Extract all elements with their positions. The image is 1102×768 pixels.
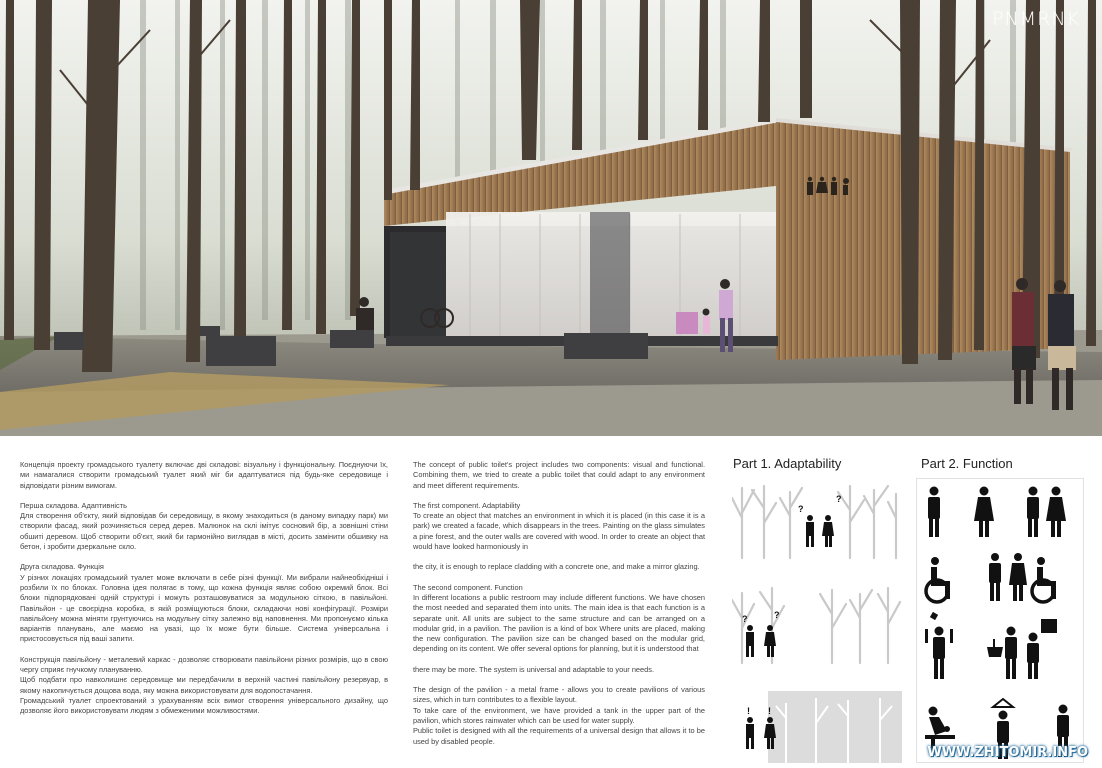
adaptability-diagrams (732, 478, 902, 763)
watermark: WWW.ZHITOMIR.INFO (927, 745, 1088, 760)
adaptability-diagram-svg (732, 478, 902, 763)
exclamation-mark: ! (747, 706, 750, 716)
en-construction: The design of the pavilion - a metal frame - allows you to create pavilions of various sizes, which in turn contributes to a flexible layout. (413, 685, 705, 705)
ua-universal: Громадський туалет спроектований з урахуванням всіх вимог створення універсального дизайну, що дозволяє його використовувати людям з обмеженими можливостями. (20, 695, 388, 716)
function-icons (916, 478, 1084, 763)
ua-part1-title: Перша складова. Адаптивність (20, 500, 127, 510)
part2-title: Part 2. Function (921, 456, 1013, 471)
english-description (413, 460, 705, 747)
ua-part1-text: Для створення об'єкту, який відповідав би середовищу, в якому знаходиться (в даному випадку парк) ми створили фасад, який розчиняється серед дерев. Малюнок на склі імітує сосновий бір, а зовнішні стіни обшиті деревом. Щоб створити об'єкт, який би гармонійно виглядав в місті, досить замінити обшивку на бетон, і зробити дзеркальне скло. (20, 511, 388, 552)
ukrainian-description (20, 460, 388, 717)
ua-part2-title: Друга складова. Функція (20, 562, 104, 572)
ua-intro: Концепція проекту громадського туалету включає дві складові: візуальну і функціональну. Поєднуючи їх, ми намагалися створити громадський туалет який міг би адаптуватися під будь-яке середовище і відповідати різним вимогам. (20, 460, 388, 490)
part1-title: Part 1. Adaptability (733, 456, 842, 471)
ua-tank: Щоб подбати про навколишнє середовище ми передбачили в верхній частині павільйону резервуар, в якому накопичується дощова вода, яку можна використовувати для водопостачання. (20, 675, 388, 695)
question-mark: ? (774, 610, 780, 620)
ua-construction: Конструкція павільйону - металевий каркас - дозволяє створювати павільйони різних розмірів, що в свою чергу сприяє гнучкому плануванню. (20, 654, 388, 675)
en-tank: To take care of the environment, we have provided a tank in the upper part of the pavilion, which stores rainwater which can be used for water supply. (413, 705, 705, 725)
question-mark: ? (742, 614, 748, 624)
question-mark: ? (836, 494, 842, 504)
exclamation-mark: ! (768, 706, 771, 716)
question-mark: ? (798, 504, 804, 514)
wheelchair-icon (926, 557, 950, 602)
shower-icon (925, 612, 953, 679)
en-intro: The concept of public toilet's project includes two components: visual and functional. Combining them, we tried to create a public toilet that could adapt to any environment and meet different requirements. (413, 460, 705, 490)
ua-part2-text: У різних локаціях громадський туалет може включати в себе різні функції. Ми вибрали найнеобхідніші і розбили їх по блоках. Головна ідея полягає в тому, що кожна функція являє собою окремий блок. Всі блоки підпорядковані одній структурі і можуть розташовуватися за модульною сіткою, в павільйоні. Павільйон - це своєрідна коробка, в якій розміщуються блоки, складаючи нові конфігурації. Розміри павільйону можна міняти грунтуючись на модульну сітку залежно від наповнення. Ми пропонуємо кілька варіантів планувань, але маємо на увазі, що їх може бути більше. Система універсальна і пристосовується під ваші запити. (20, 572, 388, 644)
en-universal: Public toilet is designed with all the requirements of a universal design that allows it to be used by disabled people. (413, 726, 705, 746)
function-icons-svg (917, 479, 1085, 764)
brand-logo: PNMRNK (992, 8, 1080, 30)
en-part1-title: The first component. Adaptability (413, 500, 521, 510)
family-wheelchair-icon (989, 553, 1056, 602)
en-part1-text-b: the city, it is enough to replace cladding with a concrete one, and make a mirror glazing. (413, 562, 700, 572)
washbasin-icon (987, 627, 1017, 680)
en-part2-text-a: In different locations a public restroom may include different functions. We have chosen the most needed and separated them into units. The main idea is that each function is a separate unit. All units are subject to the same structure and can be arranged on a modular grid, in a pavilion. The pavilion is a kind of box Where units are placed, making the new configuration. The pavilion size can be changed based on the modular grid, depending on its content. We offer several options for planning, but it is understood that (413, 592, 705, 654)
en-part2-text-b: there may be more. The system is universal and adaptable to your needs. (413, 664, 655, 674)
en-part2-title: The second component. Function (413, 582, 523, 592)
hand-dryer-icon (1027, 619, 1057, 679)
male-female-icon (1027, 487, 1066, 538)
en-part1-text-a: To create an object that matches an environment in which it is placed (in this case it is a park) we created a facade, which disappears in the trees. Painting on the glass simulates a pine forest, and the outer walls are covered with wood. In order to create an object that would have looked harmoniously in (413, 511, 705, 552)
male-icon (928, 487, 940, 538)
female-icon (974, 487, 994, 538)
